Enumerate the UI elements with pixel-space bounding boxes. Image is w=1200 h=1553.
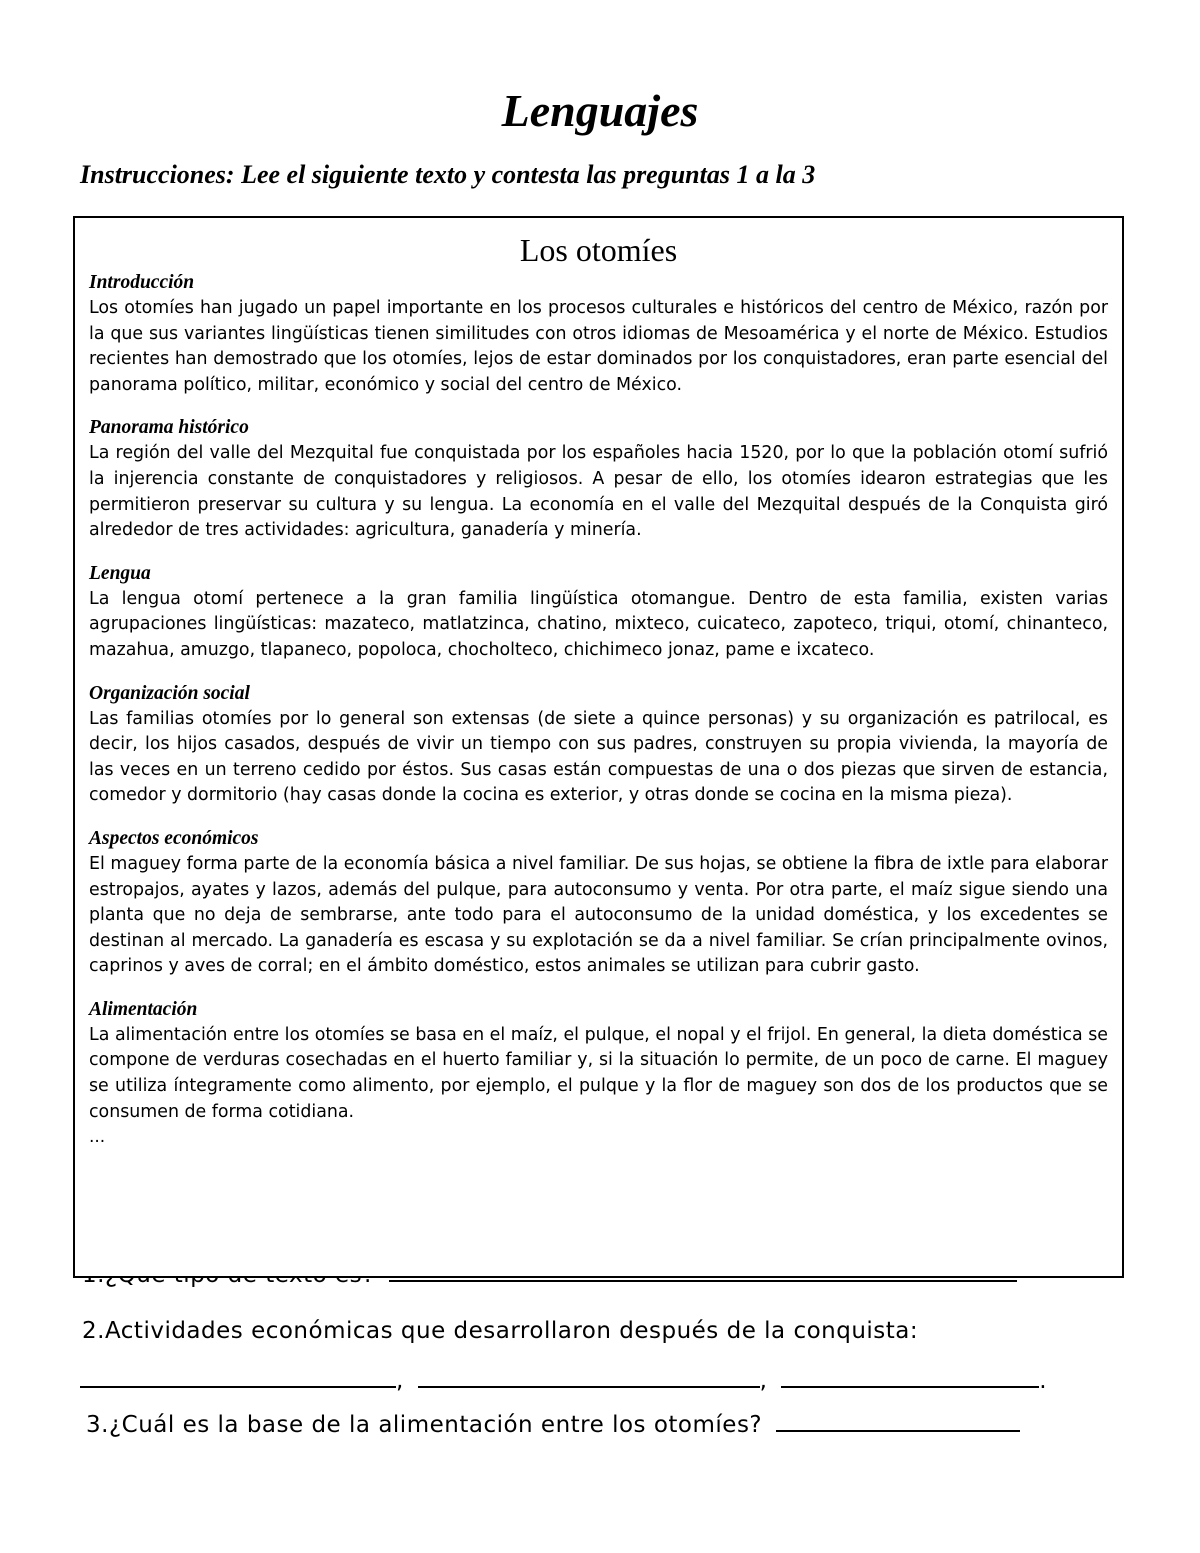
- answer-2a-blank[interactable]: [80, 1386, 396, 1388]
- section-aspectos-economicos: [89, 826, 1108, 980]
- reading-title: Los otomíes: [519, 232, 678, 268]
- answer-2-row: [80, 1368, 1047, 1394]
- question-3: [86, 1412, 1020, 1438]
- section-organizacion-social: [89, 681, 1108, 809]
- answer-3-blank[interactable]: [776, 1430, 1020, 1432]
- answer-2c-blank[interactable]: [781, 1386, 1039, 1388]
- separator: ,: [396, 1368, 404, 1394]
- section-heading: Organización social: [89, 682, 250, 704]
- separator: ,: [759, 1368, 768, 1394]
- question-3-text: 3.¿Cuál es la base de la alimentación entre los otomíes?: [86, 1412, 763, 1438]
- instructions: Instrucciones: Lee el siguiente texto y contesta las preguntas 1 a la 3: [80, 160, 816, 189]
- section-introduccion: [89, 270, 1108, 398]
- section-lengua: [89, 561, 1108, 664]
- section-heading: Alimentación: [89, 998, 198, 1020]
- section-body: La alimentación entre los otomíes se basa en el maíz, el pulque, el nopal y el frijol. En general, la dieta doméstica se compone de verduras cosechadas en el huerto familiar y, si la situación lo permite, de un poco de carne. El maguey se utiliza íntegramente como alimento, por ejemplo, el pulque y la flor de maguey son dos de los productos que se consumen de forma cotidiana.: [89, 1024, 1108, 1122]
- section-heading: Aspectos económicos: [89, 827, 259, 849]
- section-body: Las familias otomíes por lo general son extensas (de siete a quince personas) y su organización es patrilocal, es decir, los hijos casados, después de vivir un tiempo con sus padres, construyen su propia vivienda, la mayoría de las veces en un terreno cedido por éstos. Sus casas están compuestas de una o dos piezas que sirven de estancia, comedor y dormitorio (hay casas donde la cocina es exterior, y otras donde se cocina en la misma pieza).: [89, 708, 1108, 806]
- reading-box: [73, 216, 1124, 1278]
- section-body: La lengua otomí pertenece a la gran familia lingüística otomangue. Dentro de esta familia, existen varias agrupaciones lingüísticas: mazateco, matlatzinca, chatino, mixteco, cuicateco, zapoteco, triqui, otomí, chinanteco, mazahua, amuzgo, tlapaneco, popoloca, chocholteco, chichimeco jonaz, pame e ixcateco.: [89, 588, 1108, 660]
- continuation-ellipsis: ...: [89, 1127, 106, 1148]
- page-title: Lenguajes: [501, 85, 699, 136]
- section-panorama-historico: [89, 415, 1108, 543]
- answer-1-blank[interactable]: [389, 1280, 1017, 1282]
- section-body: Los otomíes han jugado un papel importante en los procesos culturales e históricos del centro de México, razón por la que sus variantes lingüísticas tienen similitudes con otros idiomas de Mesoamérica y el norte de México. Estudios recientes han demostrado que los otomíes, lejos de estar dominados por los conquistadores, eran parte esencial del panorama político, militar, económico y social del centro de México.: [89, 298, 1108, 395]
- question-2: [82, 1318, 918, 1344]
- section-body: El maguey forma parte de la economía básica a nivel familiar. De sus hojas, se obtiene la fibra de ixtle para elaborar estropajos, ayates y lazos, además del pulque, para autoconsumo y venta. Por otra parte, el maíz sigue siendo una planta que no deja de sembrarse, ante todo para el autoconsumo de la unidad doméstica, y los excedentes se destinan al mercado. La ganadería es escasa y su explotación se da a nivel familiar. Se crían principalmente ovinos, caprinos y aves de corral; en el ámbito doméstico, estos animales se utilizan para cubrir gasto.: [89, 853, 1108, 977]
- section-heading: Lengua: [89, 562, 151, 584]
- section-heading: Panorama histórico: [89, 417, 249, 439]
- question-2-text: 2.Actividades económicas que desarrollaron después de la conquista:: [82, 1318, 919, 1344]
- section-body: La región del valle del Mezquital fue conquistada por los españoles hacia 1520, por lo que la población otomí sufrió la injerencia constante de conquistadores y religiosos. A pesar de ello, los otomíes idearon estrategias que les permitieron preservar su cultura y su lengua. La economía en el valle del Mezquital después de la Conquista giró alrededor de tres actividades: agricultura, ganadería y minería.: [89, 443, 1108, 541]
- section-alimentacion: [89, 997, 1108, 1125]
- section-heading: Introducción: [89, 272, 195, 293]
- answer-2b-blank[interactable]: [418, 1386, 760, 1388]
- terminator: .: [1039, 1368, 1048, 1394]
